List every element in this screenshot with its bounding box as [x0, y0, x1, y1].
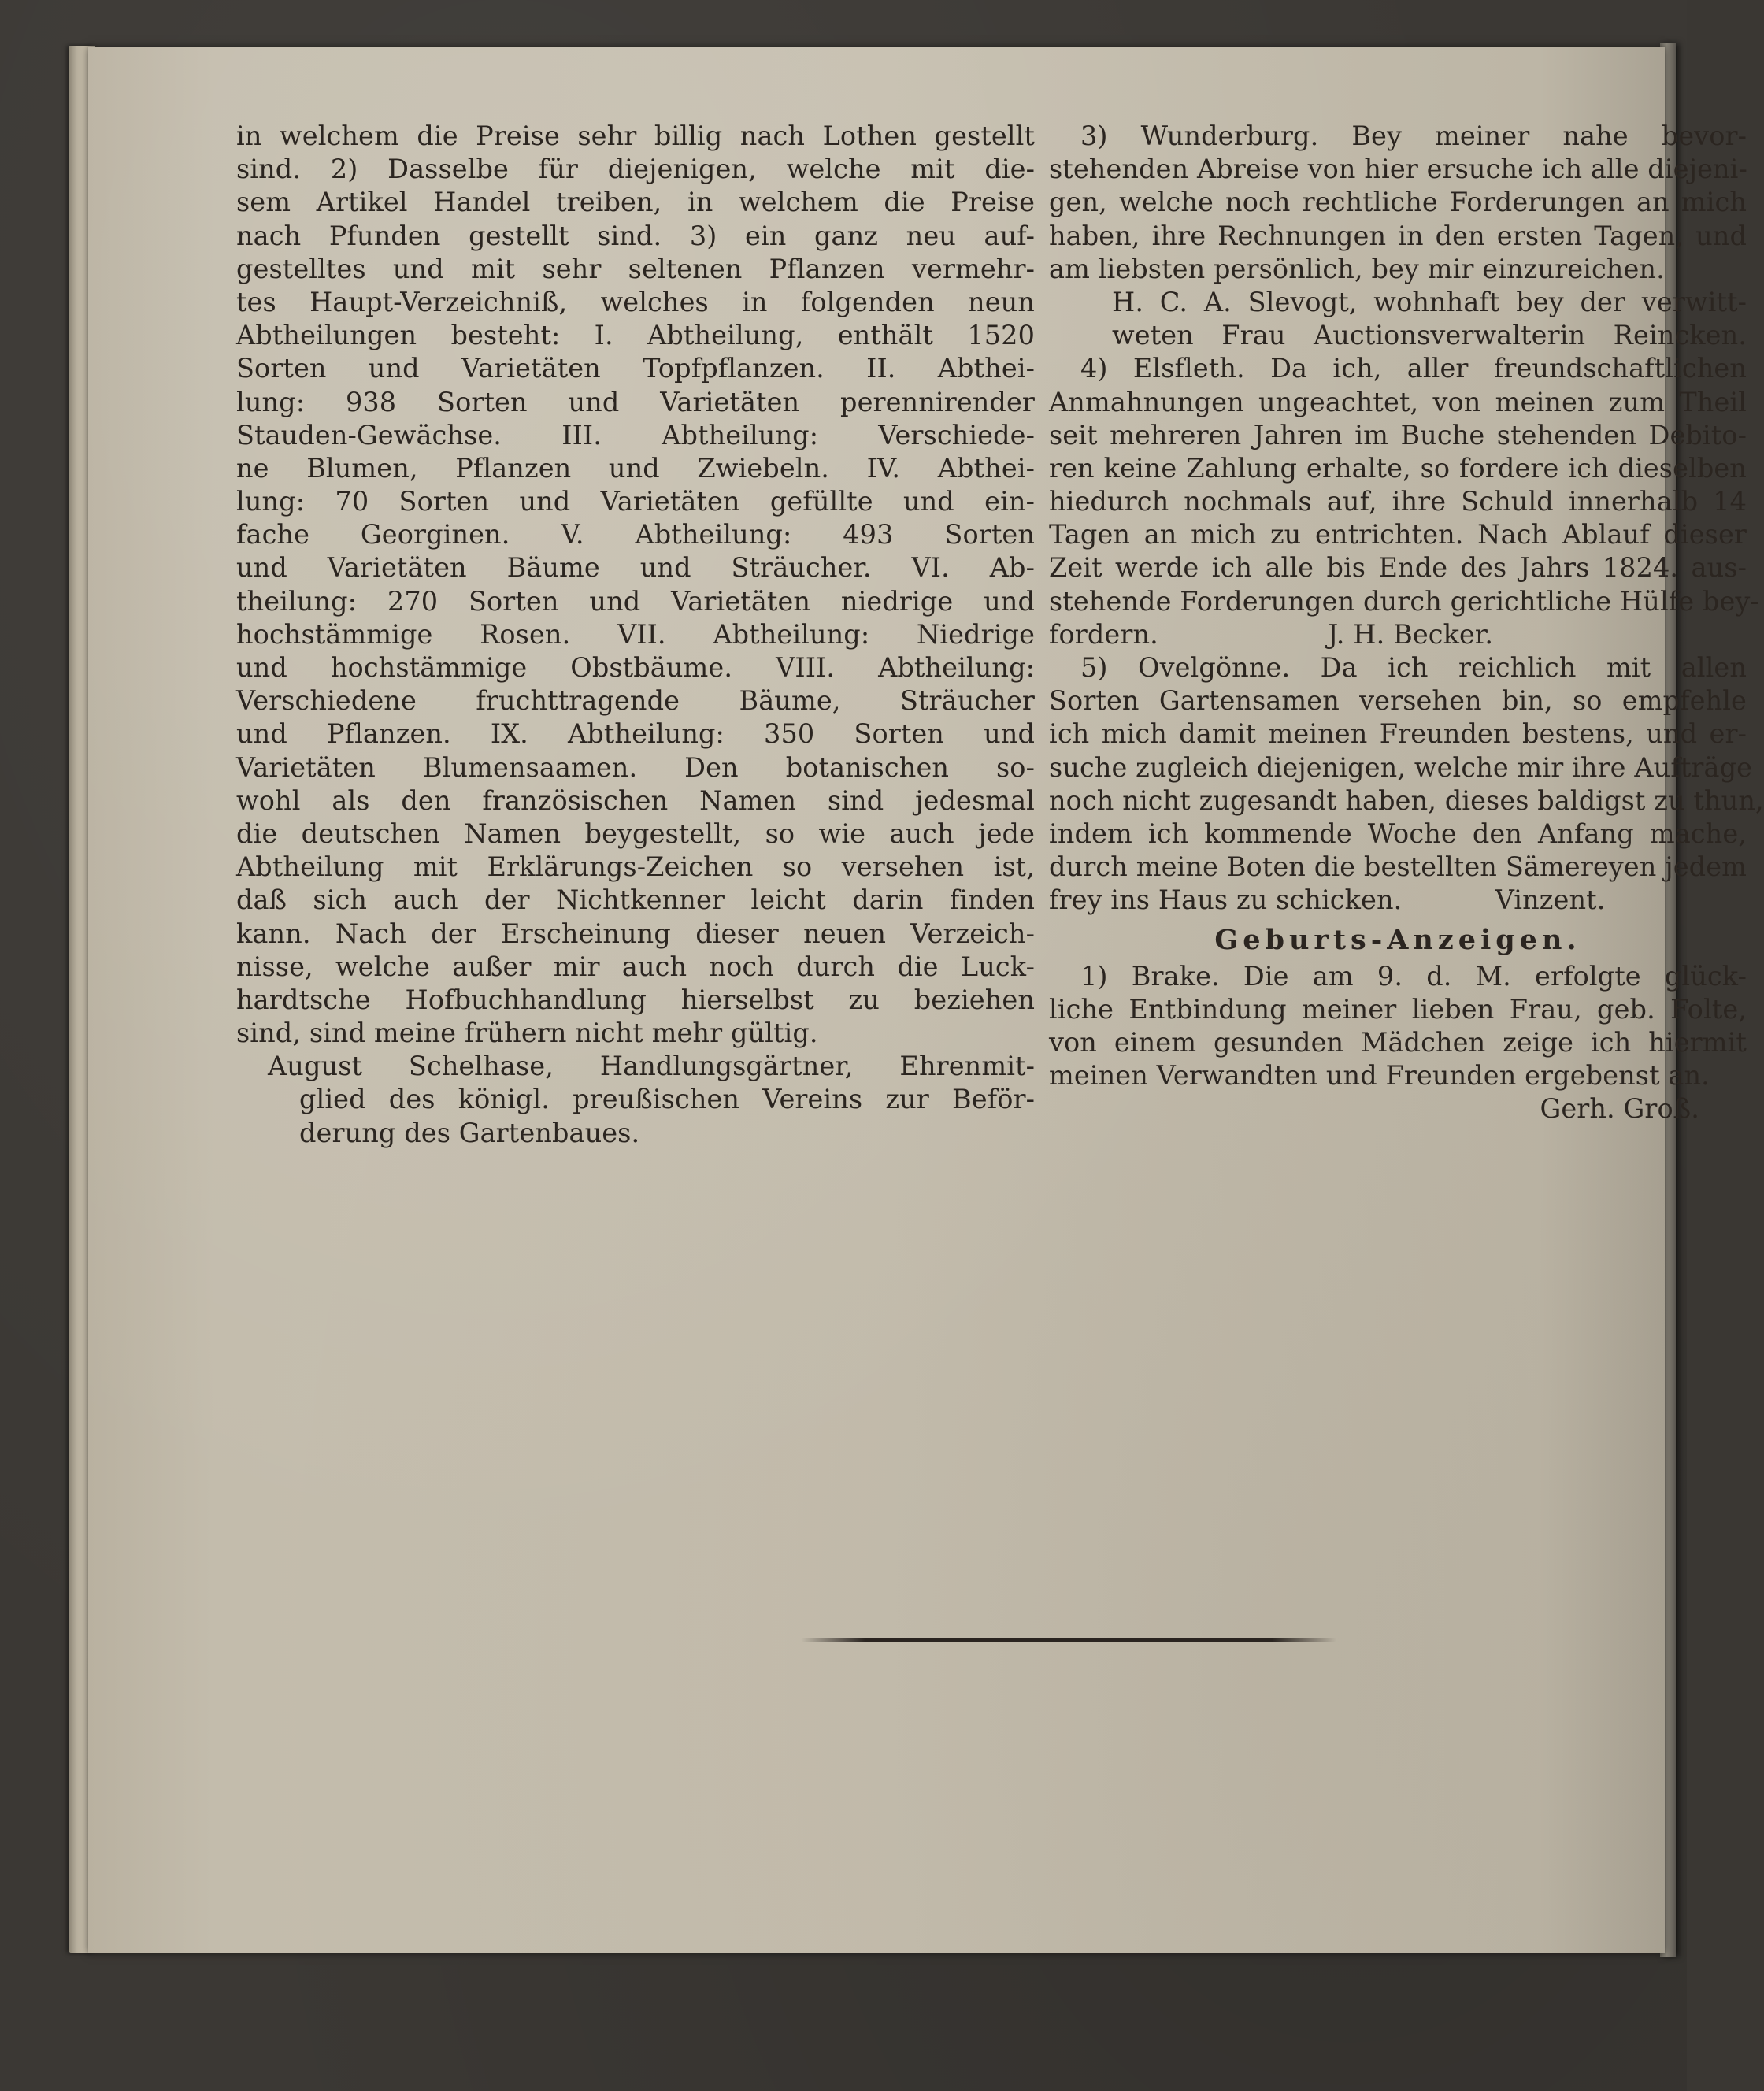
right-line: frey ins Haus zu schicken. Vinzent.	[1049, 884, 1606, 916]
left-line: Stauden-Gewächse. III. Abtheilung: Verschiede-	[236, 419, 1035, 450]
left-line: sind. 2) Dasselbe für diejenigen, welche mit die-	[236, 154, 1035, 185]
right-line: liche Entbindung meiner lieben Frau, geb. Folte,	[1049, 993, 1747, 1025]
right-line: ren keine Zahlung erhalte, so fordere ich dieselben	[1049, 452, 1747, 484]
left-line: wohl als den französischen Namen sind jedesmal	[236, 784, 1035, 816]
right-line: Sorten Gartensamen versehen bin, so empfehle	[1049, 685, 1747, 717]
right-line: Zeit werde ich alle bis Ende des Jahrs 1824. aus-	[1049, 552, 1747, 584]
right-line: ich mich damit meinen Freunden bestens, und er-	[1049, 718, 1747, 750]
right-line: 1) Brake. Die am 9. d. M. erfolgte glück-	[1080, 960, 1747, 992]
right-line: 5) Ovelgönne. Da ich reichlich mit allen	[1080, 652, 1747, 683]
left-line: hardtsche Hofbuchhandlung hierselbst zu beziehen	[236, 984, 1035, 1015]
left-line: sind, sind meine frühern nicht mehr gültig.	[236, 1018, 818, 1049]
left-line: Verschiedene fruchttragende Bäume, Sträucher	[236, 685, 1035, 717]
left-line: Varietäten Blumensaamen. Den botanischen so-	[236, 751, 1035, 783]
left-line: nisse, welche außer mir auch noch durch die Luck-	[236, 951, 1035, 982]
left-line: hochstämmige Rosen. VII. Abtheilung: Niedrige	[236, 618, 1035, 650]
left-line: in welchem die Preise sehr billig nach Lothen gestellt	[236, 120, 1035, 151]
left-column	[236, 120, 1035, 1150]
left-line: nach Pfunden gestellt sind. 3) ein ganz neu auf-	[236, 220, 1035, 251]
signature-line: August Schelhase, Handlungsgärtner, Ehrenmit-	[268, 1051, 1035, 1082]
left-line: Abtheilung mit Erklärungs-Zeichen so versehen ist,	[236, 851, 1035, 883]
right-line: gen, welche noch rechtliche Forderungen an mich	[1049, 187, 1747, 218]
left-line: Sorten und Varietäten Topfpflanzen. II. Abthei-	[236, 353, 1035, 384]
right-line: suche zugleich diejenigen, welche mir ihre Aufträge	[1049, 751, 1753, 783]
left-line: kann. Nach der Erscheinung dieser neuen Verzeich-	[236, 918, 1035, 949]
section-heading: Geburts-Anzeigen.	[1214, 923, 1581, 956]
left-line: sem Artikel Handel treiben, in welchem die Preise	[236, 187, 1035, 218]
left-line: ne Blumen, Pflanzen und Zwiebeln. IV. Abthei-	[236, 452, 1035, 484]
left-line: tes Haupt-Verzeichniß, welches in folgenden neun	[236, 286, 1035, 317]
signature-line: glied des königl. preußischen Vereins zur Beför-	[299, 1084, 1035, 1115]
right-line: indem ich kommende Woche den Anfang mache,	[1049, 817, 1747, 849]
right-line: durch meine Boten die bestellten Sämereyen jedem	[1049, 851, 1747, 883]
left-line: und Pflanzen. IX. Abtheilung: 350 Sorten und	[236, 718, 1035, 750]
right-line: meinen Verwandten und Freunden ergebenst an.	[1049, 1060, 1710, 1092]
right-line: 3) Wunderburg. Bey meiner nahe bevor-	[1080, 120, 1747, 151]
left-line: theilung: 270 Sorten und Varietäten niedrige und	[236, 585, 1035, 617]
right-line: fordern. J. H. Becker.	[1049, 618, 1494, 650]
document-page	[88, 47, 1764, 1953]
left-line: die deutschen Namen beygestellt, so wie auch jede	[236, 817, 1035, 849]
signature-line: derung des Gartenbaues.	[299, 1117, 640, 1148]
right-line: hiedurch nochmals auf, ihre Schuld innerhalb 14	[1049, 486, 1747, 517]
right-line: haben, ihre Rechnungen in den ersten Tagen, und	[1049, 220, 1747, 251]
right-line: 4) Elsfleth. Da ich, aller freundschaftlichen	[1080, 353, 1747, 384]
divider-rule	[801, 1638, 1336, 1642]
signature-line: H. C. A. Slevogt, wohnhaft bey der verwitt-	[1112, 286, 1747, 317]
left-line: und Varietäten Bäume und Sträucher. VI. Ab-	[236, 552, 1035, 584]
right-line: noch nicht zugesandt haben, dieses baldigst zu thun,	[1049, 784, 1764, 816]
left-line: lung: 938 Sorten und Varietäten perennirender	[236, 386, 1035, 417]
right-line: Anmahnungen ungeachtet, von meinen zum Theil	[1049, 386, 1747, 417]
right-line: am liebsten persönlich, bey mir einzureichen.	[1049, 253, 1665, 284]
left-line: Abtheilungen besteht: I. Abtheilung, enthält 1520	[236, 320, 1035, 351]
left-line: lung: 70 Sorten und Varietäten gefüllte und ein-	[236, 486, 1035, 517]
signature-line: Gerh. Groß.	[1540, 1093, 1699, 1125]
right-line: stehende Forderungen durch gerichtliche Hülfe bey-	[1049, 585, 1759, 617]
left-line: und hochstämmige Obstbäume. VIII. Abtheilung:	[236, 652, 1035, 683]
right-line: Tagen an mich zu entrichten. Nach Ablauf dieser	[1049, 519, 1747, 551]
left-line: fache Georginen. V. Abtheilung: 493 Sorten	[236, 519, 1035, 551]
left-line: daß sich auch der Nichtkenner leicht darin finden	[236, 884, 1035, 916]
right-line: stehenden Abreise von hier ersuche ich alle diejeni-	[1049, 154, 1747, 185]
right-line: von einem gesunden Mädchen zeige ich hiermit	[1049, 1027, 1747, 1058]
right-column	[1049, 120, 1764, 1126]
signature-line: weten Frau Auctionsverwalterin Reincken.	[1112, 320, 1747, 351]
right-line: seit mehreren Jahren im Buche stehenden Debito-	[1049, 419, 1747, 450]
left-line: gestelltes und mit sehr seltenen Pflanzen vermehr-	[236, 253, 1035, 284]
